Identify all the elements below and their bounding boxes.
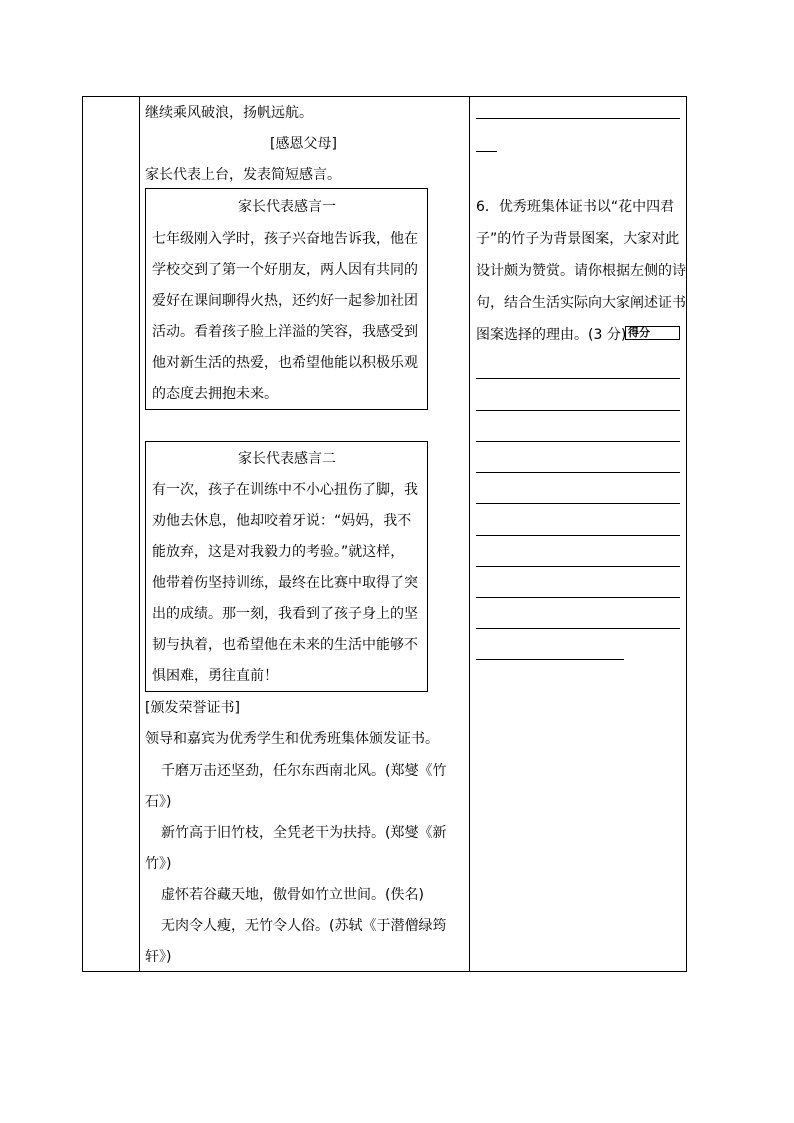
answer-line[interactable] bbox=[476, 597, 680, 598]
parent-speech-line: 活动。看着孩子脸上洋溢的笑容，我感受到 bbox=[152, 324, 418, 340]
answer-line[interactable] bbox=[476, 535, 680, 536]
parent-speech-line: 他带着伤坚持训练，最终在比赛中取得了突 bbox=[152, 575, 418, 591]
parent-speech-line: 爱好在课间聊得火热，还约好一起参加社团 bbox=[152, 293, 418, 309]
poem-line: 千磨万击还坚劲，任尔东西南北风。(郑燮《竹 bbox=[161, 763, 447, 779]
parent-speech-line: 韧与执着，也希望他在未来的生活中能够不 bbox=[152, 637, 418, 653]
table-bottom-border bbox=[82, 971, 687, 972]
table-col-divider-2 bbox=[469, 96, 470, 972]
activity-text: 继续乘风破浪，扬帆远航。 bbox=[145, 105, 313, 121]
answer-line[interactable] bbox=[476, 410, 680, 411]
parent-speech-line: 出的成绩。那一刻，我看到了孩子身上的坚 bbox=[152, 606, 418, 622]
parent-speech-line: 七年级刚入学时，孩子兴奋地告诉我，他在 bbox=[152, 231, 418, 247]
answer-line[interactable] bbox=[476, 378, 680, 379]
parent-speech-line: 学校交到了第一个好朋友，两人因有共同的 bbox=[152, 262, 418, 278]
answer-line[interactable] bbox=[476, 441, 680, 442]
question-line: 6．优秀班集体证书以“花中四君 bbox=[476, 199, 675, 215]
answer-line[interactable] bbox=[476, 118, 680, 119]
poem-line: 新竹高于旧竹枝，全凭老干为扶持。(郑燮《新 bbox=[161, 825, 447, 841]
table-col-divider-1 bbox=[139, 96, 140, 972]
parent-speech-line: 他对新生活的热爱，也希望他能以积极乐观 bbox=[152, 355, 418, 371]
table-top-border bbox=[82, 96, 687, 97]
parent-speech-line: 劝他去休息，他却咬着牙说：“妈妈，我不 bbox=[152, 513, 412, 529]
answer-line[interactable] bbox=[476, 628, 680, 629]
answer-line[interactable] bbox=[476, 472, 680, 473]
parent-speech-title-2: 家长代表感言二 bbox=[238, 451, 336, 467]
question-line: 句，结合生活实际向大家阐述证书 bbox=[476, 295, 686, 311]
section-heading-certificate: [颁发荣誉证书] bbox=[145, 700, 240, 716]
parent-speech-line: 有一次，孩子在训练中不小心扭伤了脚，我 bbox=[152, 482, 418, 498]
score-box[interactable]: 得分 bbox=[625, 326, 680, 340]
poem-line: 竹》) bbox=[145, 856, 172, 872]
poem-line: 虚怀若谷藏天地，傲骨如竹立世间。(佚名) bbox=[161, 887, 424, 903]
question-line: 设计颇为赞赏。请你根据左侧的诗 bbox=[476, 263, 686, 279]
parent-speech-line: 能放弃，这是对我毅力的考验。”就这样， bbox=[152, 544, 405, 560]
question-line: 图案选择的理由。(3 分) bbox=[476, 327, 627, 343]
parent-speech-title-1: 家长代表感言一 bbox=[238, 199, 336, 215]
poem-line: 石》) bbox=[145, 794, 172, 810]
answer-line[interactable] bbox=[476, 151, 497, 152]
answer-line[interactable] bbox=[476, 566, 680, 567]
poem-line: 轩》) bbox=[145, 949, 172, 965]
parent-speech-line: 的态度去拥抱未来。 bbox=[152, 386, 278, 402]
parents-intro: 家长代表上台，发表简短感言。 bbox=[145, 167, 341, 183]
answer-line[interactable] bbox=[476, 503, 680, 504]
parent-speech-line: 惧困难，勇往直前！ bbox=[152, 668, 278, 684]
section-heading-parents: [感恩父母] bbox=[270, 136, 337, 152]
table-right-border bbox=[686, 96, 687, 972]
poem-line: 无肉令人瘦，无竹令人俗。(苏轼《于潜僧绿筠 bbox=[161, 918, 447, 934]
answer-line[interactable] bbox=[476, 659, 624, 660]
question-line: 子”的竹子为背景图案，大家对此 bbox=[476, 231, 680, 247]
table-left-border bbox=[82, 96, 83, 972]
certificate-intro: 领导和嘉宾为优秀学生和优秀班集体颁发证书。 bbox=[145, 731, 439, 747]
